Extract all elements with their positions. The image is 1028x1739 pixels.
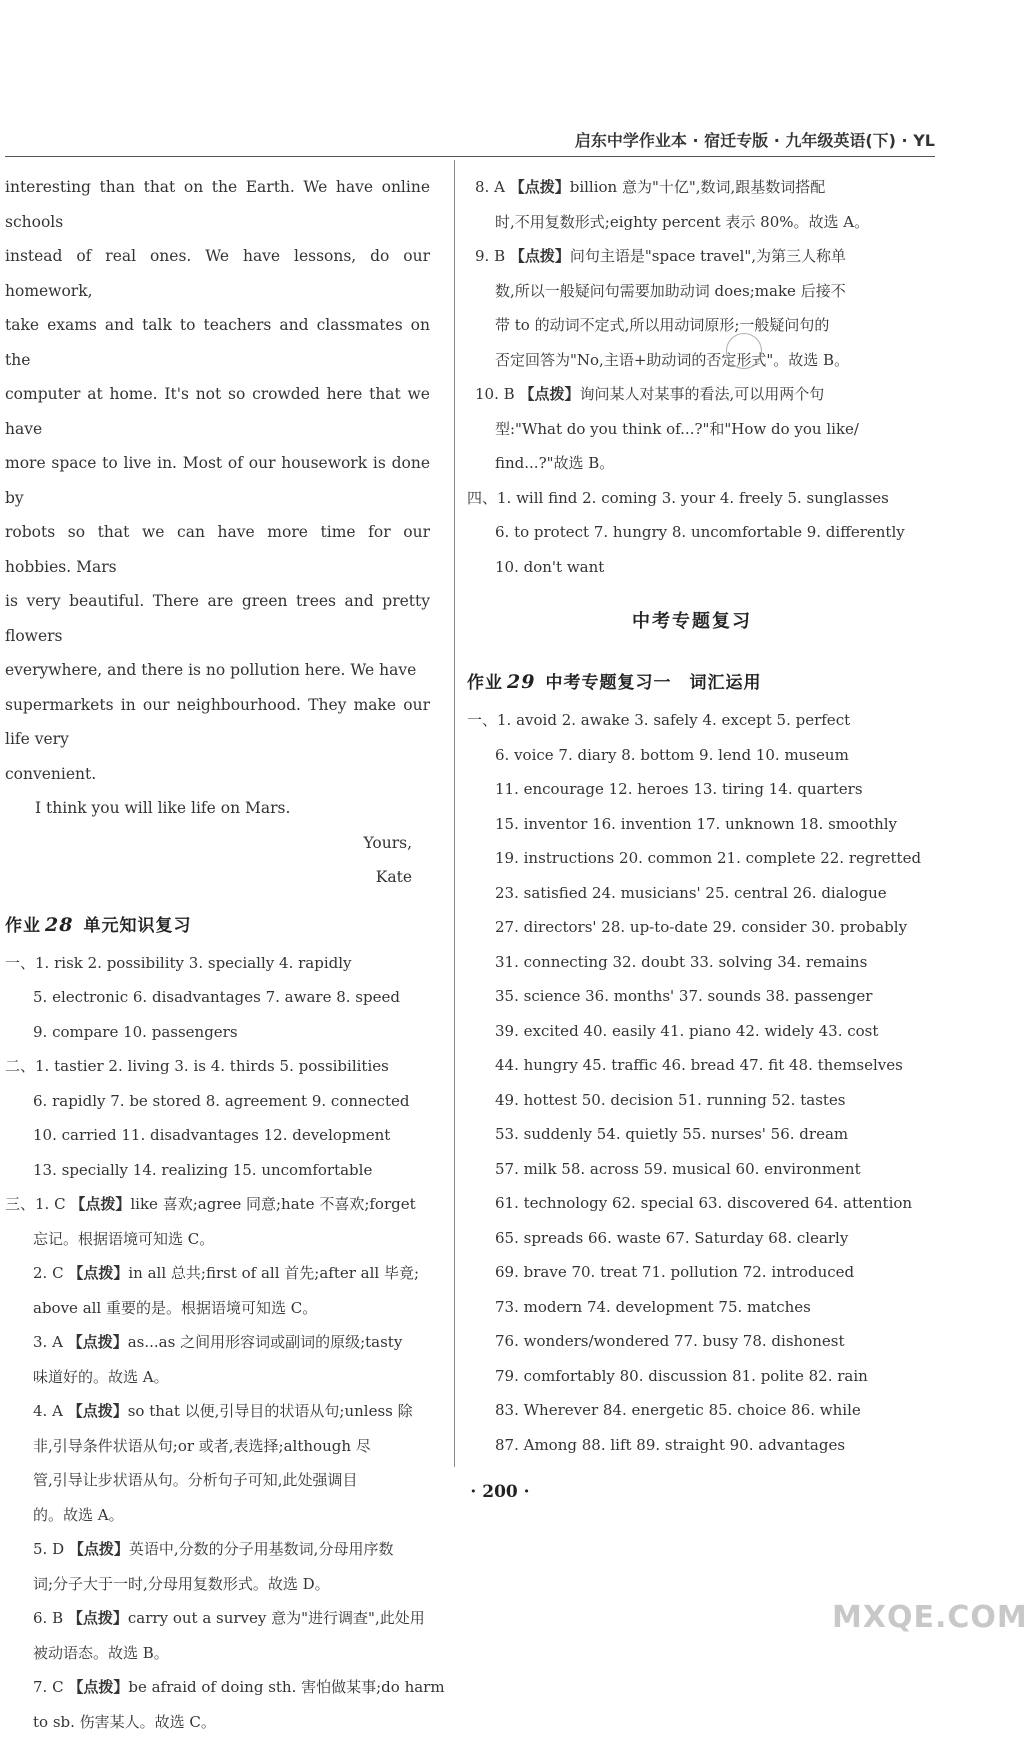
answer-line: 9. compare 10. passengers (5, 1015, 430, 1050)
answer-line: 87. Among 88. lift 89. straight 90. advantages (467, 1428, 917, 1463)
answer-line: 6. to protect 7. hungry 8. uncomfortable 9. differently (467, 515, 917, 550)
explanation-line: so that 以便,引导目的状语从句;unless 除 (128, 1402, 413, 1420)
section-title: 中考专题复习 (467, 592, 917, 652)
letter-line: is very beautiful. There are green trees and pretty flowers (5, 584, 430, 653)
homework-28-heading (5, 905, 430, 946)
item-number: 1. C (35, 1195, 66, 1213)
homework-number: 29 (507, 671, 535, 693)
answer-line: 6. voice 7. diary 8. bottom 9. lend 10. museum (467, 738, 917, 773)
hw28-part3 (5, 1187, 430, 1739)
item-number: 7. C (33, 1678, 64, 1696)
explanation-line: to sb. 伤害某人。故选 C。 (5, 1705, 430, 1739)
letter-sign-off: Yours, (5, 826, 430, 861)
answer-line: 61. technology 62. special 63. discovered 64. attention (467, 1186, 917, 1221)
explanation-line: 数,所以一般疑问句需要加助动词 does;make 后接不 (467, 274, 917, 309)
answer-line: 10. carried 11. disadvantages 12. development (5, 1118, 430, 1153)
answer-line: 1. tastier 2. living 3. is 4. thirds 5. possibilities (35, 1057, 389, 1075)
running-header: 启东中学作业本 · 宿迁专版 · 九年级英语(下) · YL (0, 128, 935, 151)
homework-29-heading (467, 662, 917, 703)
hint-tag: 【点拨】 (68, 1264, 128, 1282)
explanation-line: above all 重要的是。根据语境可知选 C。 (5, 1291, 430, 1326)
explanation-line: 非,引导条件状语从句;or 或者,表选择;although 尽 (5, 1429, 430, 1464)
header-rule (5, 156, 935, 157)
answer-line: 6. rapidly 7. be stored 8. agreement 9. connected (5, 1084, 430, 1119)
letter-line: robots so that we can have more time for our hobbies. Mars (5, 515, 430, 584)
explanation-line: 词;分子大于一时,分母用复数形式。故选 D。 (5, 1567, 430, 1602)
answer-line: 27. directors' 28. up-to-date 29. consider 30. probably (467, 910, 917, 945)
hint-tag: 【点拨】 (519, 385, 579, 403)
hint-tag: 【点拨】 (68, 1609, 128, 1627)
homework-prefix: 作业 (5, 916, 41, 936)
left-column (5, 170, 430, 1739)
letter-line: interesting than that on the Earth. We have online schools (5, 170, 430, 239)
watermark: MXQE.COM (832, 1600, 1028, 1635)
answer-line: 1. risk 2. possibility 3. specially 4. rapidly (35, 954, 351, 972)
homework-title: 中考专题复习一 词汇运用 (545, 673, 761, 693)
letter-line: take exams and talk to teachers and classmates on the (5, 308, 430, 377)
letter-body (5, 170, 430, 895)
part-label: 一、 (5, 954, 35, 972)
item-number: 2. C (33, 1264, 64, 1282)
item-number: 4. A (33, 1402, 63, 1420)
part-label: 二、 (5, 1057, 35, 1075)
hw28-part2 (5, 1049, 430, 1187)
hw29-answers (467, 703, 917, 1462)
answer-line: 49. hottest 50. decision 51. running 52. tastes (467, 1083, 917, 1118)
homework-title: 单元知识复习 (83, 916, 191, 936)
answer-line: 44. hungry 45. traffic 46. bread 47. fit 48. themselves (467, 1048, 917, 1083)
part-label: 一、 (467, 711, 497, 729)
answer-line: 11. encourage 12. heroes 13. tiring 14. quarters (467, 772, 917, 807)
homework-prefix: 作业 (467, 673, 503, 693)
column-divider (454, 160, 455, 1467)
letter-line: more space to live in. Most of our housework is done by (5, 446, 430, 515)
answer-line: 1. will find 2. coming 3. your 4. freely 5. sunglasses (497, 489, 889, 507)
explanation-line: 带 to 的动词不定式,所以用动词原形;一般疑问句的 (467, 308, 917, 343)
answer-line: 53. suddenly 54. quietly 55. nurses' 56. dream (467, 1117, 917, 1152)
page-number: · 200 · (0, 1482, 1000, 1502)
explanation-line: 的。故选 A。 (5, 1498, 430, 1533)
hw28-part4 (467, 481, 917, 585)
answer-line: 57. milk 58. across 59. musical 60. environment (467, 1152, 917, 1187)
explanation-line: 否定回答为"No,主语+助动词的否定形式"。故选 B。 (467, 343, 917, 378)
explanation-line: find...?"故选 B。 (467, 446, 917, 481)
explanation-line: carry out a survey 意为"进行调查",此处用 (128, 1609, 425, 1627)
answer-line: 31. connecting 32. doubt 33. solving 34. remains (467, 945, 917, 980)
answer-line: 39. excited 40. easily 41. piano 42. widely 43. cost (467, 1014, 917, 1049)
explanation-line: 管,引导让步状语从句。分析句子可知,此处强调目 (5, 1463, 430, 1498)
hw28-part3-continued (467, 170, 917, 481)
letter-signature: Kate (5, 860, 430, 895)
hint-tag: 【点拨】 (69, 1540, 129, 1558)
hint-tag: 【点拨】 (68, 1678, 128, 1696)
answer-line: 13. specially 14. realizing 15. uncomfortable (5, 1153, 430, 1188)
explanation-line: 味道好的。故选 A。 (5, 1360, 430, 1395)
answer-line: 35. science 36. months' 37. sounds 38. passenger (467, 979, 917, 1014)
explanation-line: 被动语态。故选 B。 (5, 1636, 430, 1671)
stamp-seal-icon (726, 333, 762, 369)
hint-tag: 【点拨】 (68, 1333, 128, 1351)
item-number: 9. B (475, 247, 505, 265)
item-number: 8. A (475, 178, 505, 196)
answer-line: 1. avoid 2. awake 3. safely 4. except 5. perfect (497, 711, 850, 729)
answer-line: 5. electronic 6. disadvantages 7. aware 8. speed (5, 980, 430, 1015)
item-number: 6. B (33, 1609, 63, 1627)
explanation-line: 英语中,分数的分子用基数词,分母用序数 (129, 1540, 394, 1558)
letter-line: convenient. (5, 757, 430, 792)
explanation-line: in all 总共;first of all 首先;after all 毕竟; (128, 1264, 419, 1282)
letter-line: everywhere, and there is no pollution here. We have (5, 653, 430, 688)
explanation-line: 询问某人对某事的看法,可以用两个句 (579, 385, 824, 403)
hw28-part1 (5, 946, 430, 1050)
letter-closing: I think you will like life on Mars. (5, 791, 430, 826)
answer-line: 69. brave 70. treat 71. pollution 72. introduced (467, 1255, 917, 1290)
hint-tag: 【点拨】 (68, 1402, 128, 1420)
item-number: 3. A (33, 1333, 63, 1351)
answer-line: 79. comfortably 80. discussion 81. polite 82. rain (467, 1359, 917, 1394)
answer-line: 76. wonders/wondered 77. busy 78. dishonest (467, 1324, 917, 1359)
answer-line: 10. don't want (467, 550, 917, 585)
letter-line: supermarkets in our neighbourhood. They make our life very (5, 688, 430, 757)
answer-line: 23. satisfied 24. musicians' 25. central 26. dialogue (467, 876, 917, 911)
answer-line: 73. modern 74. development 75. matches (467, 1290, 917, 1325)
explanation-line: 型:"What do you think of...?"和"How do you like/ (467, 412, 917, 447)
explanation-line: 问句主语是"space travel",为第三人称单 (570, 247, 846, 265)
explanation-line: as...as 之间用形容词或副词的原级;tasty (128, 1333, 403, 1351)
part-label: 四、 (467, 489, 497, 507)
letter-line: computer at home. It's not so crowded here that we have (5, 377, 430, 446)
explanation-line: like 喜欢;agree 同意;hate 不喜欢;forget (130, 1195, 415, 1213)
explanation-line: 时,不用复数形式;eighty percent 表示 80%。故选 A。 (467, 205, 917, 240)
right-column (467, 170, 917, 1462)
hint-tag: 【点拨】 (510, 247, 570, 265)
item-number: 10. B (475, 385, 515, 403)
item-number: 5. D (33, 1540, 64, 1558)
answer-line: 19. instructions 20. common 21. complete 22. regretted (467, 841, 917, 876)
hint-tag: 【点拨】 (510, 178, 570, 196)
explanation-line: be afraid of doing sth. 害怕做某事;do harm (128, 1678, 444, 1696)
homework-number: 28 (45, 914, 73, 936)
explanation-line: 忘记。根据语境可知选 C。 (5, 1222, 430, 1257)
explanation-line: billion 意为"十亿",数词,跟基数词搭配 (570, 178, 826, 196)
part-label: 三、 (5, 1195, 35, 1213)
answer-line: 15. inventor 16. invention 17. unknown 18. smoothly (467, 807, 917, 842)
answer-line: 83. Wherever 84. energetic 85. choice 86. while (467, 1393, 917, 1428)
letter-line: instead of real ones. We have lessons, do our homework, (5, 239, 430, 308)
answer-line: 65. spreads 66. waste 67. Saturday 68. clearly (467, 1221, 917, 1256)
hint-tag: 【点拨】 (70, 1195, 130, 1213)
